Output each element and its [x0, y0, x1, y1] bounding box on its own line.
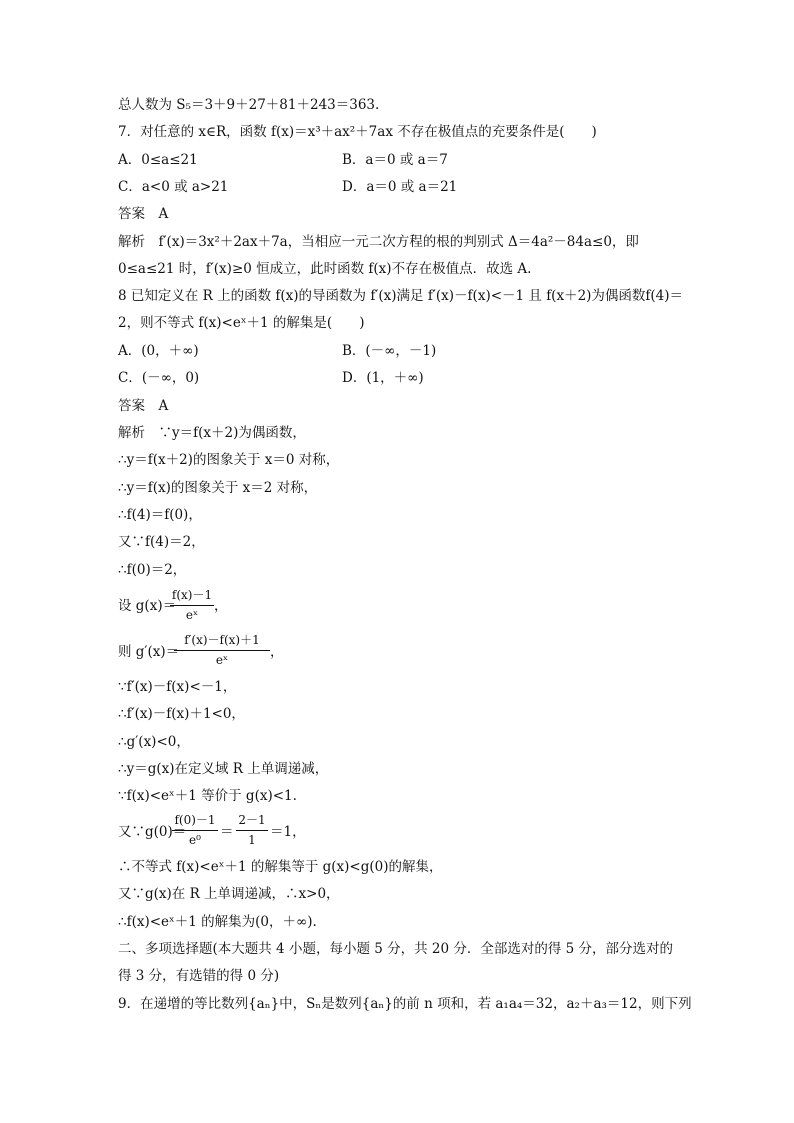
- equals-sign: ＝: [220, 824, 234, 840]
- fraction-bar: [174, 650, 270, 651]
- analysis-line: ∴y＝f(x)的图象关于 x＝2 对称，: [118, 480, 318, 496]
- question-8-cont: 2，则不等式 f(x)<eˣ＋1 的解集是( ): [118, 315, 365, 331]
- fraction-denominator: eˣ: [185, 608, 199, 622]
- fraction-denominator: 1: [248, 833, 256, 847]
- option-a: A．(0，＋∞): [118, 343, 199, 359]
- analysis-line: ∴f(0)＝2，: [118, 562, 187, 578]
- analysis-line: ∴f(x)<eˣ＋1 的解集为(0，＋∞).: [118, 914, 317, 930]
- formula-prefix: 设 g(x)＝: [118, 598, 177, 614]
- analysis-line: ∵f(x)<eˣ＋1 等价于 g(x)<1.: [118, 788, 297, 804]
- fraction-denominator: eˣ: [215, 653, 229, 667]
- analysis-line: 解析 f′(x)＝3x²＋2ax＋7a，当相应一元二次方程的根的判别式 Δ＝4a²－84a≤0，即: [118, 234, 639, 250]
- formula-prefix: 又∵g(0)＝: [118, 824, 187, 840]
- fraction-numerator: f(x)－1: [171, 588, 213, 602]
- analysis-line: ∴y＝g(x)在定义域 R 上单调递减，: [118, 761, 329, 777]
- text-line: 总人数为 S₅＝3＋9＋27＋81＋243＝363.: [118, 97, 380, 113]
- question-7: 7．对任意的 x∈R，函数 f(x)＝x³＋ax²＋7ax 不存在极值点的充要条件是( ): [118, 124, 597, 140]
- option-c: C．(－∞，0): [118, 370, 200, 386]
- section-heading: 二、多项选择题(本大题共 4 小题，每小题 5 分，共 20 分．全部选对的得 5 分，部分选对的: [118, 941, 674, 957]
- option-a: A．0≤a≤21: [118, 152, 198, 168]
- fraction-denominator: e⁰: [189, 833, 201, 847]
- formula-suffix: ，: [214, 598, 228, 614]
- option-b: B．a＝0 或 a＝7: [342, 152, 448, 168]
- fraction-numerator: 2－1: [238, 813, 266, 827]
- option-d: D．a＝0 或 a＝21: [342, 179, 458, 195]
- answer-label: 答案 A: [118, 206, 169, 222]
- option-c: C．a<0 或 a>21: [118, 179, 229, 195]
- analysis-line: 又∵f(4)＝2，: [118, 534, 205, 550]
- question-9: 9．在递增的等比数列{aₙ}中，Sₙ是数列{aₙ}的前 n 项和，若 a₁a₄＝32，a₂＋a₃＝12，则下列: [118, 996, 692, 1012]
- question-8: 8 已知定义在 R 上的函数 f(x)的导函数为 f′(x)满足 f′(x)－f(x)<－1 且 f(x＋2)为偶函数f(4)＝: [118, 288, 684, 304]
- analysis-line: ∴f′(x)－f(x)＋1<0，: [118, 706, 245, 722]
- analysis-line: ∴y＝f(x＋2)的图象关于 x＝0 对称，: [118, 452, 340, 468]
- answer-label: 答案 A: [118, 398, 169, 414]
- formula-suffix: ＝1，: [270, 824, 306, 840]
- fraction-bar: [172, 830, 218, 831]
- section-heading-cont: 得 3 分，有选错的得 0 分): [118, 968, 280, 984]
- analysis-line: ∴f(4)＝f(0)，: [118, 507, 202, 523]
- fraction-bar: [170, 605, 214, 606]
- formula-suffix: ，: [270, 644, 284, 660]
- analysis-line: ∴不等式 f(x)<eˣ＋1 的解集等于 g(x)<g(0)的解集，: [118, 859, 443, 875]
- fraction-bar: [236, 830, 268, 831]
- fraction-numerator: f(0)－1: [174, 813, 216, 827]
- option-b: B．(－∞，－1): [342, 343, 437, 359]
- analysis-line: ∵f′(x)－f(x)<－1，: [118, 679, 237, 695]
- analysis-line: 又∵g(x)在 R 上单调递减，∴x>0，: [118, 886, 340, 902]
- analysis-line: 0≤a≤21 时，f′(x)≥0 恒成立，此时函数 f(x)不存在极值点．故选 A.: [118, 261, 532, 277]
- option-d: D．(1，＋∞): [342, 370, 424, 386]
- formula-prefix: 则 g′(x)＝: [118, 644, 180, 660]
- analysis-line: ∴g′(x)<0，: [118, 734, 190, 750]
- fraction-numerator: f′(x)－f(x)＋1: [184, 633, 260, 647]
- analysis-line: 解析 ∵y＝f(x＋2)为偶函数，: [118, 425, 306, 441]
